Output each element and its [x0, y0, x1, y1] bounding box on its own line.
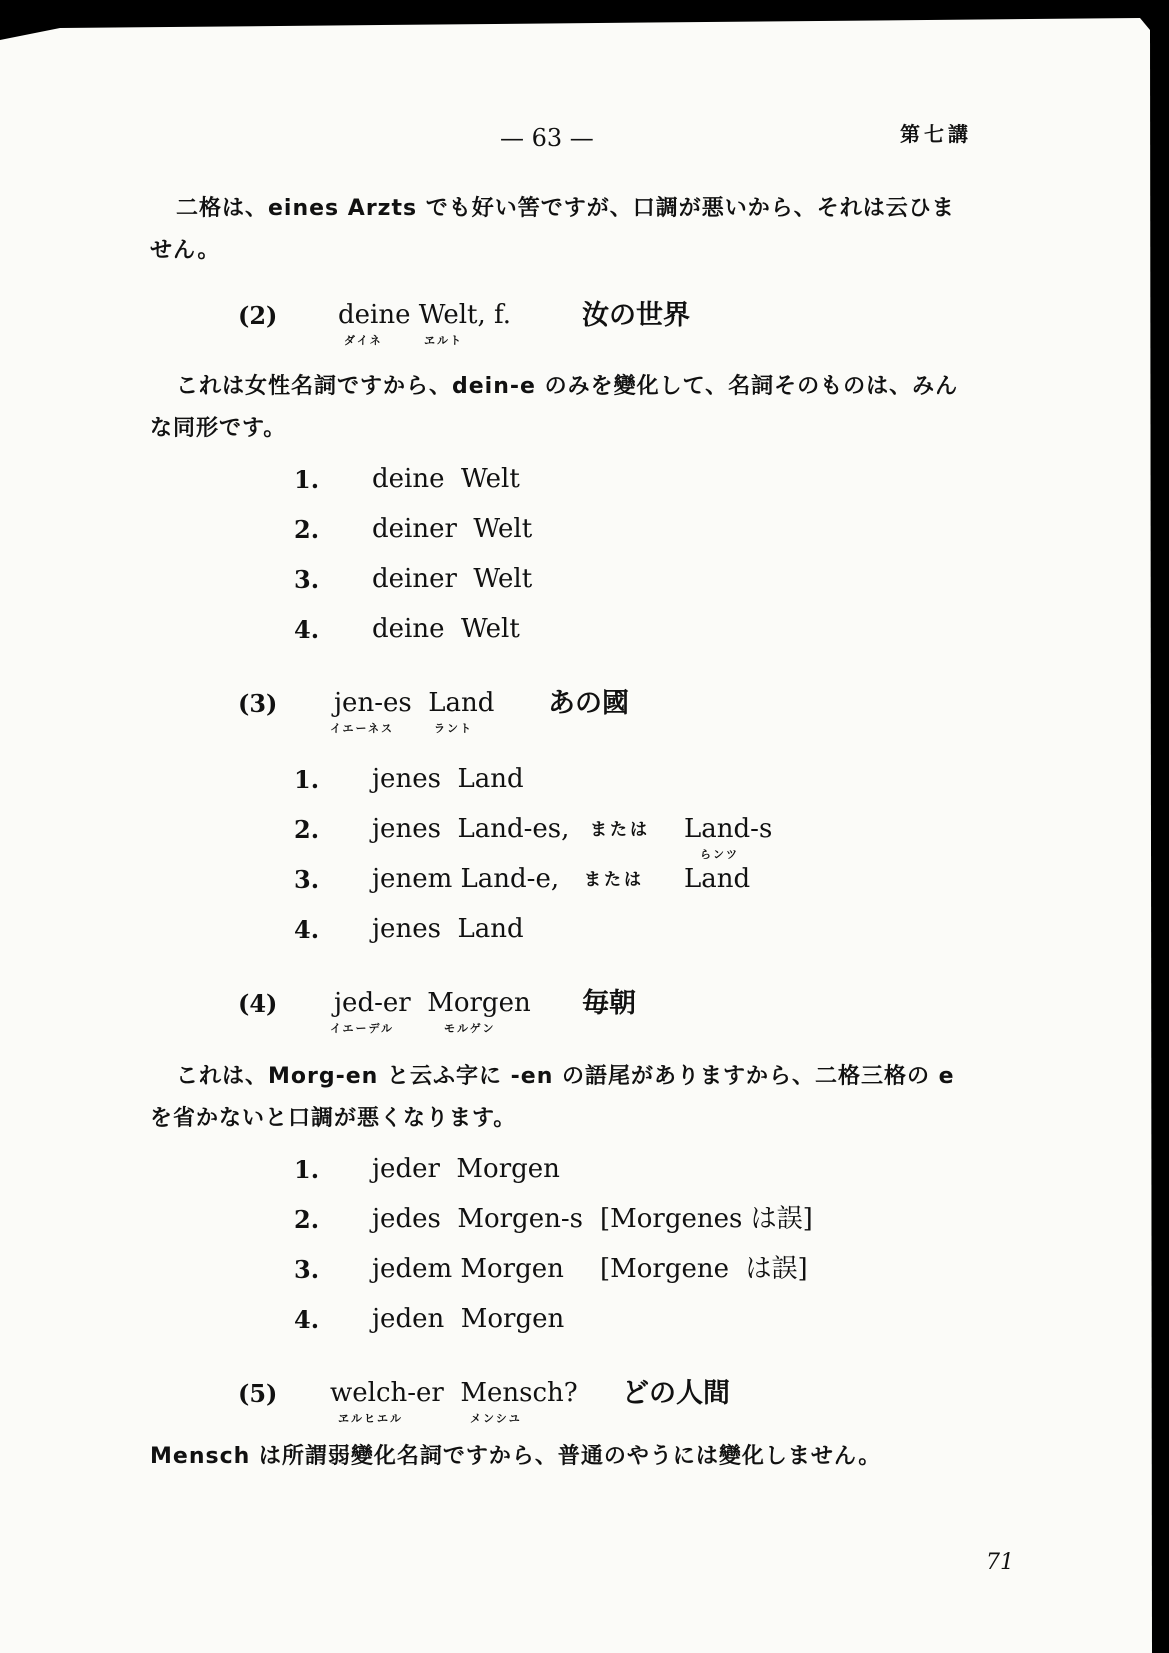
example-4-phrase: jed-er Morgen — [334, 988, 531, 1018]
example-3-row-2-alt-furigana: らンツ — [700, 848, 739, 861]
example-5-desc-line-1: Mensch は所謂弱變化名詞ですから、普通のやうには變化しません。 — [150, 1444, 882, 1469]
example-4-row-2-num: 2. — [294, 1205, 320, 1234]
example-2-desc-line-2: な同形です。 — [150, 416, 287, 441]
example-2-phrase: deine Welt, f. — [338, 300, 511, 330]
example-3-row-2-alt-form: Land-s — [684, 814, 773, 844]
example-3-row-3-text: jenem Land-e, — [372, 864, 560, 894]
example-5-label: (5) — [238, 1379, 278, 1408]
example-2-furigana-2: ヱルト — [424, 334, 463, 347]
example-5-furigana-2: メンシユ — [470, 1412, 522, 1425]
example-3-label: (3) — [238, 689, 278, 718]
example-4-furigana-1: イエーデル — [330, 1022, 395, 1035]
example-4-meaning: 毎朝 — [582, 988, 636, 1019]
example-4-row-2-text: jedes Morgen-s — [372, 1204, 583, 1234]
example-4-furigana-2: モルゲン — [444, 1022, 496, 1035]
intro-line-2: せん。 — [150, 238, 221, 263]
example-4-row-2-note: [Morgenes は誤] — [600, 1204, 813, 1234]
example-2-furigana-1: ダイネ — [344, 334, 383, 347]
example-4-row-1-text: jeder Morgen — [372, 1154, 560, 1184]
example-4-row-3-text: jedem Morgen — [372, 1254, 564, 1284]
example-3-row-2-text: jenes Land-es, — [372, 814, 570, 844]
example-4-row-4-num: 4. — [294, 1305, 320, 1334]
example-2-row-1-num: 1. — [294, 465, 320, 494]
example-5-furigana-1: ヱルヒエル — [338, 1412, 403, 1425]
example-2-row-4-text: deine Welt — [372, 614, 520, 644]
example-3-row-3-alt-form: Land — [684, 864, 751, 894]
example-4-label: (4) — [238, 989, 278, 1018]
example-4-row-1-num: 1. — [294, 1155, 320, 1184]
example-2-row-2-text: deiner Welt — [372, 514, 533, 544]
example-2-row-1-text: deine Welt — [372, 464, 520, 494]
scan-page-number: 71 — [986, 1550, 1014, 1575]
example-4-row-4-text: jeden Morgen — [372, 1304, 565, 1334]
example-3-row-1-text: jenes Land — [372, 764, 524, 794]
example-3-furigana-1: イエーネス — [330, 722, 395, 735]
example-3-row-3-alt: または — [584, 870, 644, 890]
example-3-row-4-text: jenes Land — [372, 914, 524, 944]
example-4-row-3-note: [Morgene は誤] — [600, 1254, 808, 1284]
example-3-row-2-alt: または — [590, 820, 650, 840]
example-3-row-3-num: 3. — [294, 865, 320, 894]
example-4-desc-line-1: これは、Morg-en と云ふ字に -en の語尾がありますから、二格三格の e — [176, 1064, 955, 1089]
example-3-meaning: あの國 — [548, 688, 629, 719]
example-2-row-2-num: 2. — [294, 515, 320, 544]
example-4-desc-line-2: を省かないと口調が悪くなります。 — [150, 1106, 517, 1131]
example-4-row-3-num: 3. — [294, 1255, 320, 1284]
example-2-row-3-text: deiner Welt — [372, 564, 533, 594]
example-3-phrase: jen-es Land — [334, 688, 495, 718]
page-number-header: — 63 — — [500, 124, 594, 152]
example-2-meaning: 汝の世界 — [582, 300, 690, 331]
example-2-row-4-num: 4. — [294, 615, 320, 644]
example-5-meaning: どの人間 — [622, 1378, 730, 1409]
example-3-row-1-num: 1. — [294, 765, 320, 794]
example-2-desc-line-1: これは女性名詞ですから、dein-e のみを變化して、名詞そのものは、みん — [176, 374, 959, 399]
example-2-row-3-num: 3. — [294, 565, 320, 594]
lecture-title: 第七講 — [900, 122, 972, 146]
example-2-label: (2) — [238, 301, 278, 330]
intro-line-1: 二格は、eines Arzts でも好い筈ですが、口調が悪いから、それは云ひま — [176, 196, 955, 221]
example-3-furigana-2: ラント — [434, 722, 473, 735]
example-3-row-4-num: 4. — [294, 915, 320, 944]
example-5-phrase: welch-er Mensch? — [330, 1378, 578, 1408]
example-3-row-2-num: 2. — [294, 815, 320, 844]
